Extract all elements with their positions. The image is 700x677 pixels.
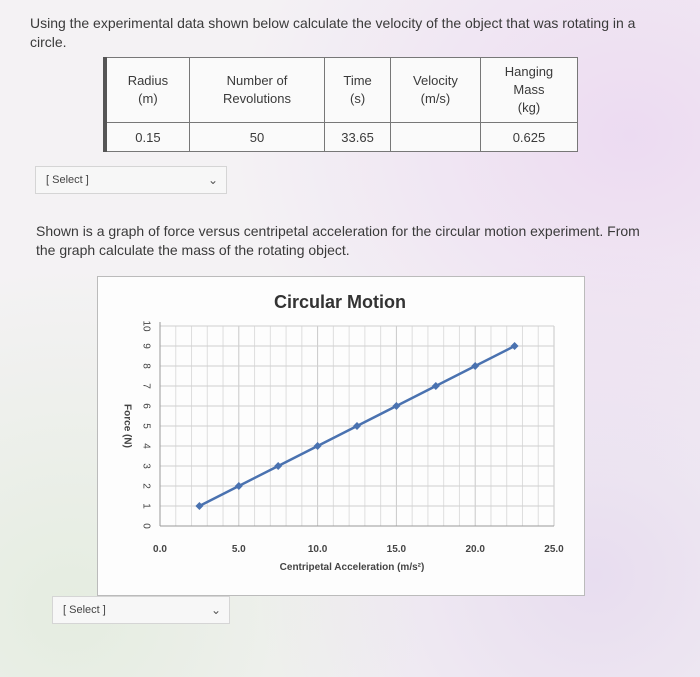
cell-radius: 0.15 bbox=[105, 123, 189, 152]
x-tick-label: 10.0 bbox=[307, 544, 328, 555]
cell-time: 33.65 bbox=[325, 123, 391, 152]
chart-svg bbox=[98, 277, 584, 595]
y-tick-label: 10 bbox=[140, 320, 152, 332]
y-tick-label: 2 bbox=[140, 483, 152, 489]
select-label: [ Select ] bbox=[63, 604, 106, 616]
y-tick-label: 5 bbox=[140, 423, 152, 429]
header-radius: Radius (m) bbox=[105, 58, 189, 123]
chevron-down-icon: ⌄ bbox=[207, 173, 218, 187]
x-tick-label: 15.0 bbox=[386, 544, 407, 555]
chart-title: Circular Motion bbox=[273, 292, 407, 312]
x-tick-label: 0.0 bbox=[153, 544, 167, 555]
answer-select-mass[interactable] bbox=[52, 596, 230, 624]
y-tick-label: 8 bbox=[140, 363, 152, 369]
question-1-text: Using the experimental data shown below calculate the velocity of the object that was rotating in a circle. bbox=[30, 15, 636, 50]
force-vs-acceleration-chart bbox=[97, 276, 585, 596]
x-axis-label: Centripetal Acceleration (m/s²) bbox=[279, 562, 425, 573]
cell-velocity bbox=[391, 123, 481, 152]
header-time: Time (s) bbox=[325, 58, 391, 123]
y-tick-label: 3 bbox=[140, 463, 152, 469]
y-tick-label: 6 bbox=[140, 403, 152, 409]
answer-select-velocity[interactable] bbox=[35, 166, 227, 194]
x-tick-label: 20.0 bbox=[465, 544, 485, 555]
x-tick-label: 25.0 bbox=[544, 544, 564, 555]
y-tick-label: 1 bbox=[140, 503, 152, 509]
y-tick-label: 9 bbox=[140, 343, 152, 349]
experiment-data-table bbox=[103, 57, 578, 152]
question-2-text: Shown is a graph of force versus centripetal acceleration for the circular motion experiment. From the graph calculate the mass of the rotating object. bbox=[36, 223, 640, 258]
y-axis-label: Force (N) bbox=[121, 404, 133, 448]
select-label: [ Select ] bbox=[46, 174, 89, 186]
chevron-down-icon: ⌄ bbox=[210, 603, 221, 617]
cell-hanging-mass: 0.625 bbox=[480, 123, 577, 152]
cell-revolutions: 50 bbox=[189, 123, 324, 152]
y-tick-label: 7 bbox=[140, 383, 152, 389]
header-revolutions: Number of Revolutions bbox=[189, 58, 324, 123]
header-velocity: Velocity (m/s) bbox=[391, 58, 481, 123]
x-tick-label: 5.0 bbox=[231, 544, 246, 555]
header-hanging-mass: Hanging Mass (kg) bbox=[480, 58, 577, 123]
y-tick-label: 4 bbox=[140, 443, 152, 449]
y-tick-label: 0 bbox=[140, 523, 152, 529]
